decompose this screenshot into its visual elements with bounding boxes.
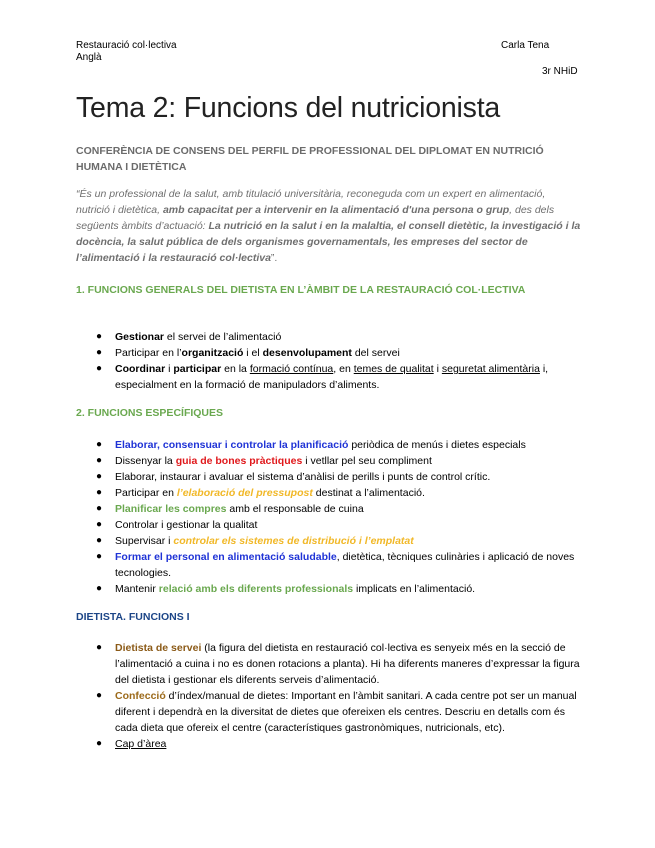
list-item — [76, 469, 581, 485]
list-item — [76, 640, 581, 688]
item-highlight: Formar el personal en alimentació saludable — [115, 551, 337, 563]
item-text: Mantenir — [115, 583, 159, 595]
item-text: Participar en l’ — [115, 347, 182, 359]
item-text: en la — [221, 363, 250, 375]
header-group: 3r NHiD — [542, 66, 578, 77]
item-text: del servei — [351, 347, 400, 359]
list-item — [76, 485, 581, 501]
definition-quote — [76, 186, 581, 266]
bullet-icon: ● — [96, 583, 103, 594]
quote-part-1: “És un professional de la salut, amb titulació universitària, reconeguda com un expert en alimentació, nutrició i dietètica, — [76, 188, 546, 216]
bullet-icon: ● — [96, 690, 103, 701]
item-text: el servei de l’alimentació — [164, 331, 282, 343]
item-highlight: relació amb els diferents professionals — [158, 583, 354, 595]
list-item — [76, 581, 581, 597]
item-text: i el — [243, 347, 263, 359]
header-author: Carla Tena — [501, 40, 550, 51]
item-bold: Coordinar — [115, 363, 166, 375]
item-bold: desenvolupament — [262, 347, 352, 359]
bullet-icon: ● — [96, 455, 103, 466]
bullet-icon: ● — [96, 551, 103, 562]
list-item — [76, 361, 581, 393]
bullet-icon: ● — [96, 471, 103, 482]
page-title: Tema 2: Funcions del nutricionista — [76, 92, 501, 124]
item-text: Supervisar i — [115, 535, 174, 547]
bullet-icon: ● — [96, 363, 103, 374]
bullet-icon: ● — [96, 331, 103, 342]
section-3-list — [76, 640, 581, 752]
item-highlight: l’elaboració del pressupost — [176, 487, 313, 499]
item-underline: temes de qualitat — [353, 363, 434, 375]
list-item — [76, 437, 581, 453]
item-text: d’índex/manual de dietes: Important en l’àmbit sanitari. A cada centre pot ser un manual diferent i dependrà en la diversitat de dietes que ofereixen els centres. Descriu en detalls com és cada dieta que ofereix el centre (característiques gastronòmiques, nutricionals, etc). — [115, 690, 577, 734]
quote-part-5: ”. — [270, 252, 278, 264]
section-3-heading: DIETISTA. FUNCIONS I — [76, 611, 190, 623]
list-item — [76, 736, 581, 752]
item-text: Elaborar, instaurar i avaluar el sistema d’anàlisi de perills i punts de control crític. — [115, 471, 491, 483]
item-underline: Cap d’àrea — [115, 738, 167, 750]
bullet-icon: ● — [96, 519, 103, 530]
item-underline: formació contínua — [249, 363, 334, 375]
bullet-icon: ● — [96, 738, 103, 749]
item-text: , en — [333, 363, 354, 375]
item-bold: Gestionar — [115, 331, 165, 343]
section-1-list — [76, 329, 581, 393]
list-item — [76, 549, 581, 581]
item-text: i vetllar pel seu compliment — [302, 455, 432, 467]
list-item — [76, 329, 581, 345]
item-text: amb el responsable de cuina — [226, 503, 364, 515]
quote-part-4: La nutrició en la salut i en la malaltia, el consell dietètic, la investigació i la docència, la salut pública de dels organismes governamentals, les empreses del sector de l’alimentació i la restauració col·lectiva — [76, 220, 581, 264]
bullet-icon: ● — [96, 535, 103, 546]
bullet-icon: ● — [96, 439, 103, 450]
item-text: implicats en l’alimentació. — [353, 583, 476, 595]
list-item — [76, 517, 581, 533]
subheading: CONFERÈNCIA DE CONSENS DEL PERFIL DE PROFESSIONAL DEL DIPLOMAT EN NUTRICIÓ HUMANA I DIETÈTICA — [76, 145, 544, 173]
item-text: Participar en — [115, 487, 177, 499]
item-bold: organització — [181, 347, 244, 359]
bullet-icon: ● — [96, 347, 103, 358]
item-text: periòdica de menús i dietes especials — [348, 439, 526, 451]
section-1-heading: 1. FUNCIONS GENERALS DEL DIETISTA EN L’ÀMBIT DE LA RESTAURACIÓ COL·LECTIVA — [76, 284, 526, 296]
quote-part-3: , des dels següents àmbits d’actuació: — [76, 204, 555, 232]
list-item — [76, 345, 581, 361]
bullet-icon: ● — [96, 487, 103, 498]
item-text: Dissenyar la — [115, 455, 176, 467]
list-item — [76, 688, 581, 736]
item-highlight: guia de bones pràctiques — [175, 455, 303, 467]
item-underline: seguretat alimentària — [441, 363, 540, 375]
header-subject: Anglà — [76, 52, 102, 63]
item-highlight: Confecció — [115, 690, 166, 702]
item-text: i — [165, 363, 174, 375]
list-item — [76, 501, 581, 517]
item-text: Controlar i gestionar la qualitat — [115, 519, 258, 531]
item-text: , dietètica, tècniques culinàries i aplicació de noves tecnologies. — [115, 551, 575, 579]
list-item — [76, 453, 581, 469]
bullet-icon: ● — [96, 642, 103, 653]
item-bold: participar — [173, 363, 222, 375]
item-text: destinat a l’alimentació. — [312, 487, 425, 499]
item-text: i — [433, 363, 442, 375]
list-item — [76, 533, 581, 549]
section-2-list — [76, 437, 581, 597]
section-2-heading: 2. FUNCIONS ESPECÍFIQUES — [76, 407, 224, 419]
item-highlight: Planificar les compres — [115, 503, 227, 515]
item-text: i, especialment en la formació de manipuladors d’aliments. — [115, 363, 549, 391]
item-highlight: Dietista de servei — [115, 642, 202, 654]
bullet-icon: ● — [96, 503, 103, 514]
item-text: (la figura del dietista en restauració col·lectiva es senyeix més en la secció de l’alimentació a cuina i no es donen rotacions a planta). Hi ha diferents maneres d’expressar la figura del dietista i gestionar els diferents serveis d’alimentació. — [115, 642, 580, 686]
quote-part-2: amb capacitat per a intervenir en la alimentació d'una persona o grup — [162, 204, 510, 216]
item-highlight: Elaborar, consensuar i controlar la planificació — [115, 439, 349, 451]
item-highlight: controlar els sistemes de distribució i l’emplatat — [173, 535, 414, 547]
header-course: Restauració col·lectiva — [76, 40, 177, 51]
